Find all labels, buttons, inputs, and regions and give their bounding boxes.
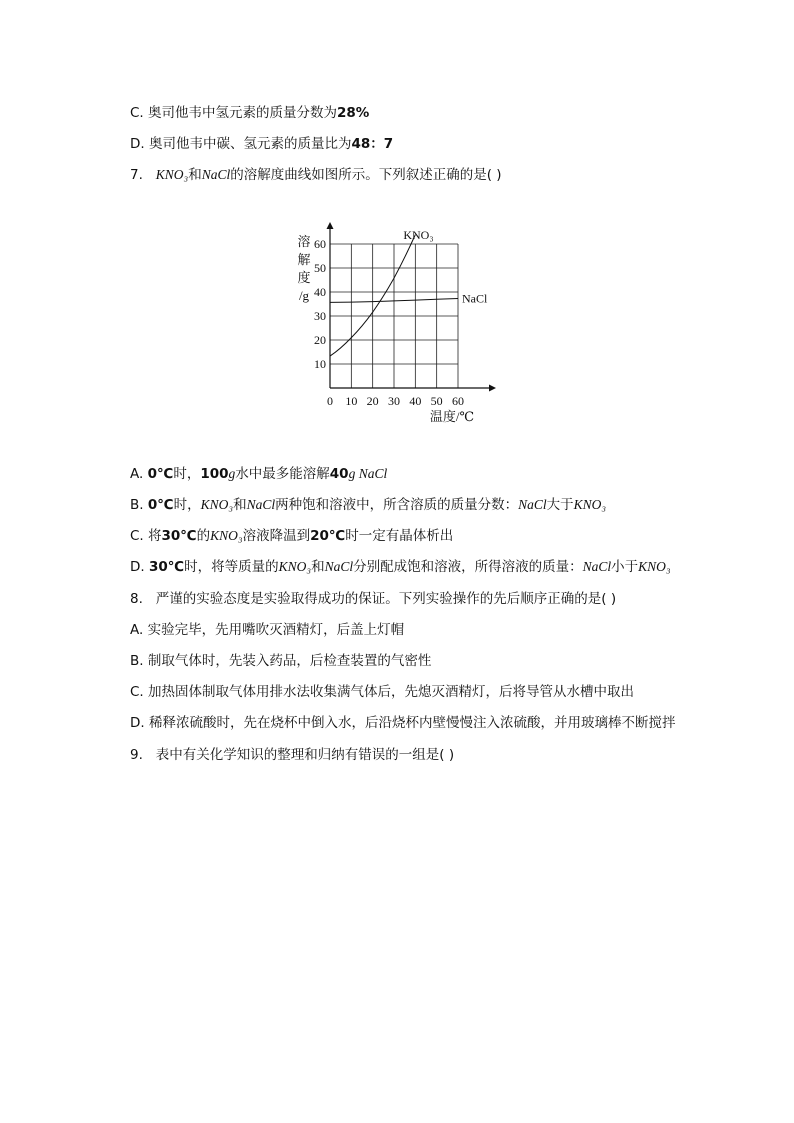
y-axis-arrow [327,222,334,229]
y-axis-label-char: 溶 [297,234,311,249]
option-a-q8 [130,621,404,639]
y-axis-label-char: /g [298,288,310,303]
number: 30℃ [148,559,185,575]
option-label: D. [130,136,145,152]
y-axis-label-char: 度 [297,270,311,285]
option-label: D. [130,559,145,575]
option-label: C. [130,684,144,700]
number: 20℃ [310,528,346,544]
question-9 [130,746,454,764]
formula: NaCl [582,559,612,574]
formula: NaCl [518,497,547,512]
option-d-q8 [130,714,675,732]
option-b-q7 [130,496,606,514]
formula: KNO₃ [278,559,312,574]
question-number: 9. [130,747,143,763]
number: 30℃ [161,528,197,544]
formula: g NaCl [348,466,388,481]
option-text: 水中最多能溶解 [235,466,330,482]
option-c-q7 [130,527,453,545]
option-text: 奥司他韦中氢元素的质量分数为 [148,105,338,121]
formula: KNO₃ [210,528,243,543]
number: 28% [337,105,370,121]
question-text: 表中有关化学知识的整理和归纳有错误的一组是( ) [155,747,455,763]
question-7 [130,166,502,184]
option-text: 实验完毕，先用嘴吹灭酒精灯，后盖上灯帽 [147,622,405,638]
unit: g [228,466,236,481]
option-text: 小于 [611,559,639,575]
option-label: D. [130,715,145,731]
number: 100 [200,466,229,482]
option-text: 溶液降温到 [242,528,311,544]
option-text: 大于 [546,497,574,513]
option-label: B. [130,653,144,669]
x-axis-arrow [489,385,496,392]
option-text: 时一定有晶体析出 [345,528,454,544]
option-label: A. [130,466,144,482]
option-text: 时， [173,466,201,482]
formula: NaCl [324,559,354,574]
y-tick-label: 20 [314,333,326,347]
y-tick-label: 10 [314,357,326,371]
formula: KNO₃ [200,497,234,512]
question-text: 的溶解度曲线如图所示。下列叙述正确的是( ) [230,167,502,183]
option-text: 奥司他韦中碳、氢元素的质量比为 [148,136,352,152]
number: 48：7 [351,136,394,152]
y-tick-label: 50 [314,261,326,275]
option-text: 和 [311,559,325,575]
option-text: 的 [196,528,211,544]
option-text: 加热固体制取气体用排水法收集满气体后，先熄灭酒精灯，后将导管从水槽中取出 [148,684,635,700]
solubility-chart-svg [288,222,503,427]
option-b-q8 [130,652,431,670]
number: 0℃ [147,466,174,482]
formula: KNO₃ [155,167,189,182]
option-text: 和 [233,497,247,513]
formula: NaCl [201,167,231,182]
formula: KNO₃ [573,497,607,512]
x-tick-label: 0 [327,394,333,408]
option-label: C. [130,105,144,121]
y-tick-label: 40 [314,285,326,299]
x-tick-label: 50 [430,394,443,408]
option-text: 稀释浓硫酸时，先在烧杯中倒入水，后沿烧杯内壁慢慢注入浓硫酸，并用玻璃棒不断搅拌 [148,715,676,731]
x-tick-label: 60 [452,394,464,408]
option-text: 分别配成饱和溶液，所得溶液的质量： [353,559,583,575]
option-a-q7 [130,465,387,483]
option-label: C. [130,528,144,544]
series-label-kno3: KNO₃ [403,228,434,242]
option-text: 两种饱和溶液中，所含溶质的质量分数： [275,497,519,513]
option-d-q7 [130,558,671,576]
question-number: 7. [130,167,143,183]
option-text: 将 [148,528,162,544]
question-number: 8. [130,591,143,607]
option-text: 时，将等质量的 [184,559,279,575]
question-text: 和 [188,167,202,183]
x-tick-label: 20 [366,394,379,408]
formula: NaCl [246,497,276,512]
question-8 [130,590,616,608]
y-axis-label-char: 解 [297,252,311,267]
option-c-q8 [130,683,634,701]
formula: KNO₃ [638,559,671,574]
y-tick-label: 30 [314,309,326,323]
option-c-q6 [130,104,369,122]
option-d-q6 [130,135,393,153]
solubility-chart [288,222,503,427]
option-label: A. [130,622,144,638]
series-label-nacl: NaCl [462,291,488,306]
x-tick-label: 10 [345,394,358,408]
option-text: 制取气体时，先装入药品，后检查装置的气密性 [147,653,432,669]
y-tick-label: 60 [314,237,326,251]
number: 0℃ [147,497,174,513]
x-tick-label: 30 [388,394,400,408]
x-tick-label: 40 [409,394,422,408]
question-text: 严谨的实验态度是实验取得成功的保证。下列实验操作的先后顺序正确的是( ) [155,591,617,607]
x-axis-label: 温度/℃ [429,409,475,424]
number: 40 [329,466,349,482]
option-label: B. [130,497,144,513]
option-text: 时， [173,497,201,513]
